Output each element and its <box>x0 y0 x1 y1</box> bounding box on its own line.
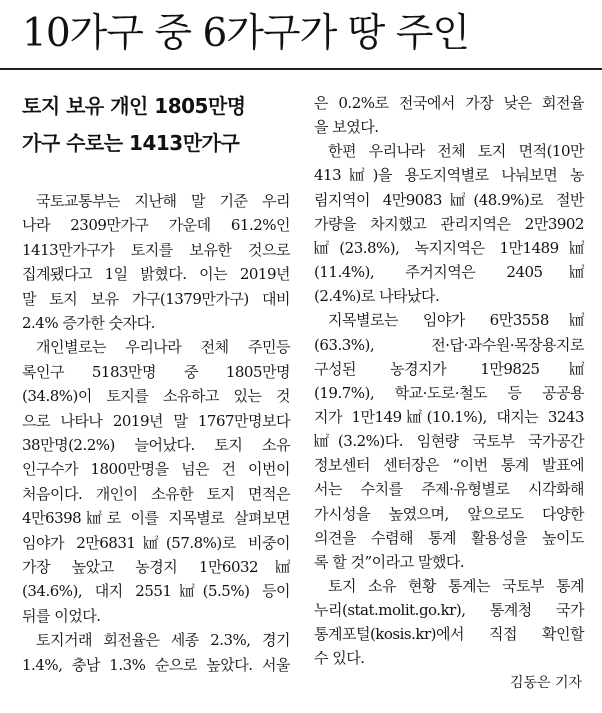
body-left-line: 가장 높았고 농경지 1만6032㎢ <box>22 558 290 576</box>
body-right-line: 누리(stat.molit.go.kr), 통계청 국가 <box>314 601 584 620</box>
body-right-line: 가량을 차지했고 관리지역은 2만3902 <box>314 214 584 233</box>
body-left-line: 록인구 5183만명 중 1805만명 <box>22 362 290 381</box>
body-left-line: 말 토지 보유 가구(1379만가구) 대비 <box>22 289 290 308</box>
body-right-line: (2.4%)로 나타났다. <box>314 287 440 306</box>
body-right-line: ㎢(23.8%), 녹지지역은 1만1489㎢ <box>314 238 584 257</box>
body-right-line: 413㎢)을 용도지역별로 나눠보면 농 <box>314 166 584 185</box>
headline-rule <box>0 68 602 70</box>
subheadline-line-2: 가구 수로는 1413만가구 <box>22 131 240 155</box>
body-left-line: 나라 2309만가구 가운데 61.2%인 <box>22 216 290 235</box>
body-right-line: 통계포털(kosis.kr)에서 직접 확인할 <box>314 625 584 644</box>
body-right-line: 가시성을 높였으며, 앞으로도 다양한 <box>314 504 584 523</box>
body-right-line: (19.7%), 학교·도로·철도 등 공공용 <box>314 383 584 402</box>
body-left-line: 토지거래 회전율은 세종 2.3%, 경기 <box>36 631 290 650</box>
body-right-line: 의견을 수렴해 통계 활용성을 높이도 <box>314 528 584 547</box>
body-right-line: 록 할 것”이라고 말했다. <box>314 552 465 571</box>
body-right-line: 을 보였다. <box>314 118 379 137</box>
body-left-line: (34.8%)이 토지를 소유하고 있는 것 <box>22 387 290 406</box>
body-left-line: 뒤를 이었다. <box>22 606 101 625</box>
body-right-line: 지가 1만149㎢(10.1%), 대지는 3243 <box>314 407 584 426</box>
body-right-line: 한편 우리나라 전체 토지 면적(10만 <box>328 142 584 161</box>
body-left-line: 인구수가 1800만명을 넘은 건 이번이 <box>22 460 290 479</box>
body-left-line: (34.6%), 대지 2551㎢(5.5%) 등이 <box>22 582 290 601</box>
body-right-line: (63.3%), 전·답·과수원·목장용지로 <box>314 335 584 354</box>
body-left-line: 국토교통부는 지난해 말 기준 우리 <box>36 192 290 210</box>
body-right-line: 서는 수치를 주제·유형별로 시각화해 <box>314 480 584 499</box>
body-right-line: 수 있다. <box>314 649 365 668</box>
body-left-line: 집계됐다고 1일 밝혔다. 이는 2019년 <box>22 265 290 284</box>
subheadline-line-1: 토지 보유 개인 1805만명 <box>22 94 246 118</box>
body-left-line: 개인별로는 우리나라 전체 주민등 <box>36 338 290 357</box>
body-right-line: 토지 소유 현황 통계는 국토부 통계 <box>328 577 584 595</box>
headline: 10가구 중 6가구가 땅 주인 <box>22 11 470 56</box>
byline: 김동은 기자 <box>510 675 583 691</box>
body-right-line: 림지역이 4만9083㎢(48.9%)로 절반 <box>314 190 584 209</box>
body-right-line: ㎢(3.2%)다. 임현량 국토부 국가공간 <box>314 432 584 451</box>
body-left-line: 38만명(2.2%) 늘어났다. 토지 소유 <box>22 436 290 454</box>
body-right-line: 구성된 농경지가 1만9825㎢ <box>314 359 584 378</box>
body-right-line: (11.4%), 주거지역은 2405㎢ <box>314 263 584 282</box>
body-right-line: 정보센터 센터장은 “이번 통계 발표에 <box>314 456 584 475</box>
body-right-line: 지목별로는 임야가 6만3558㎢ <box>328 311 584 330</box>
body-left-line: 2.4% 증가한 숫자다. <box>22 314 155 332</box>
body-left-line: 으로 나타나 2019년 말 1767만명보다 <box>22 411 290 430</box>
body-left-line: 1413만가구가 토지를 보유한 것으로 <box>22 240 290 259</box>
body-left-line: 처음이다. 개인이 소유한 토지 면적은 <box>22 484 290 503</box>
body-left-line: 임야가 2만6831㎢(57.8%)로 비중이 <box>22 533 290 552</box>
body-left-line: 1.4%, 충남 1.3% 순으로 높았다. 서울 <box>22 655 290 674</box>
body-right-line: 은 0.2%로 전국에서 가장 낮은 회전율 <box>314 94 584 112</box>
body-left-line: 4만6398㎢로 이를 지목별로 살펴보면 <box>22 509 290 528</box>
